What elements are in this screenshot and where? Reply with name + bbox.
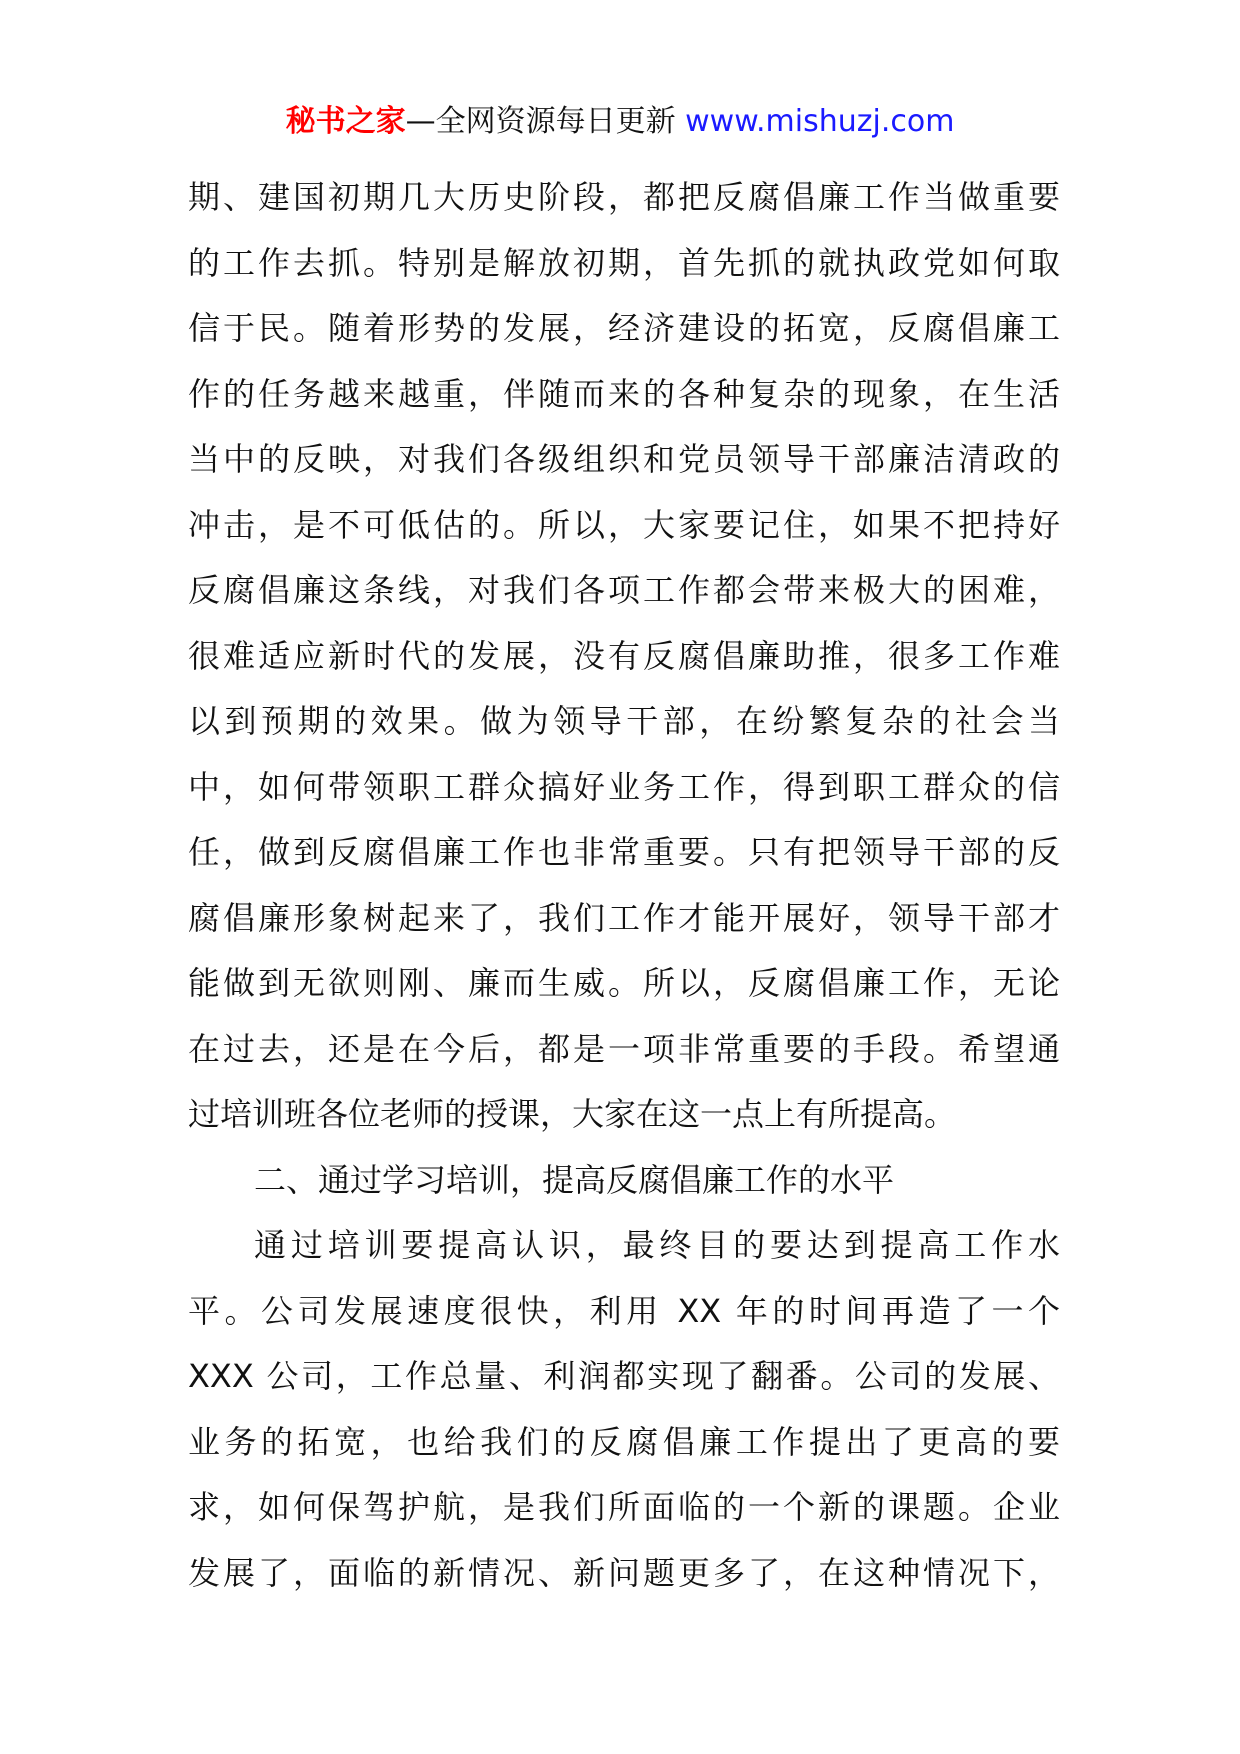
page-header — [0, 100, 1240, 144]
document-body — [188, 165, 1060, 1606]
body-line: 以到预期的效果。做为领导干部，在纷繁复杂的社会当 — [188, 702, 1060, 740]
body-line: 发展了，面临的新情况、新问题更多了，在这种情况下， — [188, 1553, 1060, 1592]
body-line: 很难适应新时代的发展，没有反腐倡廉助推，很多工作难 — [188, 636, 1060, 675]
body-line: 在过去，还是在今后，都是一项非常重要的手段。希望通 — [188, 1029, 1060, 1068]
body-line: 中，如何带领职工群众搞好业务工作，得到职工群众的信 — [188, 767, 1060, 806]
header-brand: 秘书之家 — [285, 104, 406, 139]
body-line: 业务的拓宽，也给我们的反腐倡廉工作提出了更高的要 — [188, 1422, 1060, 1461]
body-line: 当中的反映，对我们各级组织和党员领导干部廉洁清政的 — [188, 440, 1060, 478]
body-line: 过培训班各位老师的授课，大家在这一点上有所提高。 — [188, 1095, 957, 1133]
body-line: 腐倡廉形象树起来了，我们工作才能开展好，领导干部才 — [188, 898, 1060, 937]
body-line: 信于民。随着形势的发展，经济建设的拓宽，反腐倡廉工 — [188, 309, 1060, 347]
body-line: 求，如何保驾护航，是我们所面临的一个新的课题。企业 — [188, 1488, 1060, 1526]
header-url-link[interactable]: www.mishuzj.com — [685, 104, 955, 139]
body-line: 通过培训要提高认识，最终目的要达到提高工作水 — [254, 1226, 1060, 1264]
body-line: 反腐倡廉这条线，对我们各项工作都会带来极大的困难， — [188, 571, 1060, 609]
body-line: 冲击，是不可低估的。所以，大家要记住，如果不把持好 — [188, 505, 1060, 544]
body-line: 的工作去抓。特别是解放初期，首先抓的就执政党如何取 — [188, 243, 1060, 282]
body-line: XXX 公司，工作总量、利润都实现了翻番。公司的发展、 — [188, 1357, 1060, 1395]
body-line: 能做到无欲则刚、廉而生威。所以，反腐倡廉工作，无论 — [188, 964, 1060, 1002]
body-line: 平。公司发展速度很快，利用 XX 年的时间再造了一个 — [188, 1291, 1060, 1330]
body-line: 作的任务越来越重，伴随而来的各种复杂的现象，在生活 — [188, 374, 1060, 413]
body-line: 期、建国初期几大历史阶段，都把反腐倡廉工作当做重要 — [188, 178, 1060, 216]
body-line: 任，做到反腐倡廉工作也非常重要。只有把领导干部的反 — [188, 833, 1060, 871]
header-tagline: —全网资源每日更新 — [405, 104, 676, 139]
section-heading: 二、通过学习培训，提高反腐倡廉工作的水平 — [254, 1160, 895, 1199]
